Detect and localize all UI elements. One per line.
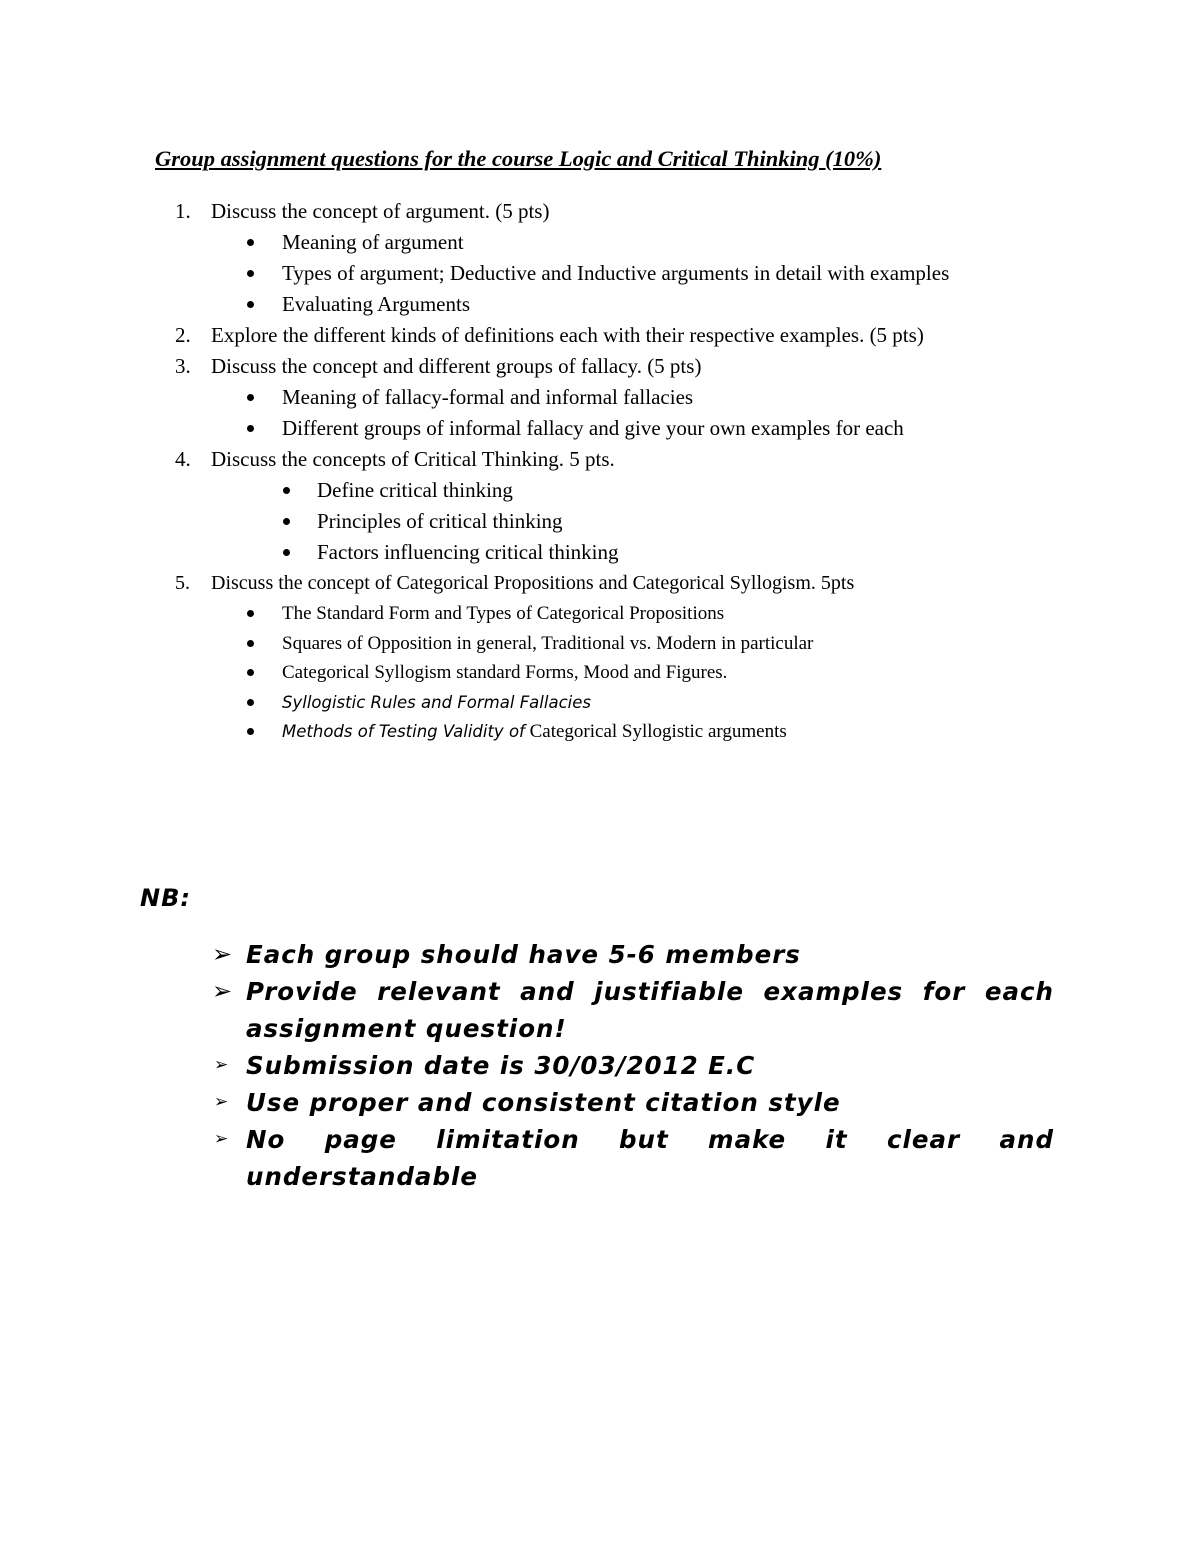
nb-item-text: Use proper and consistent citation style [246,1088,841,1117]
question-3 [0,351,1200,382]
bullet-icon [283,549,290,556]
subtopic-text: The Standard Form and Types of Categorical Propositions [282,603,725,624]
document-title: Group assignment questions for the course Logic and Critical Thinking (10%) [155,146,882,171]
list-item [0,475,1200,506]
list-item [0,258,1200,289]
question-number: 3. [175,354,191,378]
list-item [0,658,1200,688]
question-number: 5. [175,572,190,594]
bullet-icon [247,425,254,432]
nb-item [0,1047,1200,1084]
nb-label: NB: [140,884,191,912]
nb-item [0,1121,1200,1195]
subtopic-text: Meaning of argument [282,230,464,254]
list-item [0,629,1200,659]
question-text: Discuss the concept and different groups of fallacy. (5 pts) [211,354,702,378]
subtopic-text: Squares of Opposition in general, Traditional vs. Modern in particular [282,632,814,654]
subtopic-text: Categorical Syllogism standard Forms, Mood and Figures. [282,662,728,683]
bullet-icon [247,669,254,676]
arrow-bullet-icon: ➢ [214,1092,230,1112]
arrow-bullet-icon: ➢ [212,977,234,1005]
arrow-bullet-icon: ➢ [214,1129,230,1149]
question-5-subtopics [0,599,1200,747]
question-4-subtopics [0,475,1200,568]
list-item [0,688,1200,718]
nb-list [0,936,1200,1195]
question-1-subtopics [0,227,1200,320]
question-text: Discuss the concept of Categorical Propositions and Categorical Syllogism. 5pts [211,572,855,594]
question-number: 1. [175,199,191,223]
subtopic-text: Define critical thinking [317,478,513,502]
list-item [0,413,1200,444]
bullet-icon [283,487,290,494]
nb-item [0,973,1200,1047]
question-text: Explore the different kinds of definitions each with their respective examples. (5 pts) [211,323,924,347]
nb-item [0,1084,1200,1121]
subtopic-text [282,717,787,747]
subtopic-text: Syllogistic Rules and Formal Fallacies [282,692,591,712]
nb-item-text: Submission date is 30/03/2012 E.C [246,1051,756,1080]
bullet-icon [247,239,254,246]
question-number: 4. [175,447,191,471]
question-number: 2. [175,323,191,347]
subtopic-text: Types of argument; Deductive and Inductive arguments in detail with examples [282,261,950,285]
question-1 [0,196,1200,227]
bullet-icon [247,640,254,647]
bullet-icon [247,728,254,735]
bullet-icon [247,699,254,706]
arrow-bullet-icon: ➢ [214,1055,230,1075]
subtopic-text: Different groups of informal fallacy and give your own examples for each [282,416,904,440]
list-item [0,382,1200,413]
list-item [0,599,1200,629]
subtopic-text: Meaning of fallacy-formal and informal fallacies [282,385,694,409]
nb-item-text: No page limitation but make it clear and understandable [246,1125,1054,1191]
question-text: Discuss the concept of argument. (5 pts) [211,199,550,223]
arrow-bullet-icon: ➢ [212,940,234,968]
question-list [0,196,1200,747]
list-item [0,537,1200,568]
bullet-icon [247,610,254,617]
question-4 [0,444,1200,475]
question-3-subtopics [0,382,1200,444]
subtopic-text: Evaluating Arguments [282,292,471,316]
subtopic-text: Principles of critical thinking [317,509,563,533]
subtopic-rest-part: Categorical Syllogistic arguments [524,721,787,742]
list-item [0,717,1200,747]
list-item [0,289,1200,320]
nb-item-text: Provide relevant and justifiable examples for each assignment question! [246,977,1054,1043]
question-text: Discuss the concepts of Critical Thinking. 5 pts. [211,447,615,471]
nb-item [0,936,1200,973]
bullet-icon [247,270,254,277]
list-item [0,506,1200,537]
list-item [0,227,1200,258]
bullet-icon [247,394,254,401]
question-2 [0,320,1200,351]
subtopic-text: Factors influencing critical thinking [317,540,619,564]
nb-item-text: Each group should have 5-6 members [246,940,801,969]
subtopic-italic-part: Methods of Testing Validity of [282,722,525,741]
bullet-icon [247,301,254,308]
bullet-icon [283,518,290,525]
question-5 [0,568,1200,599]
